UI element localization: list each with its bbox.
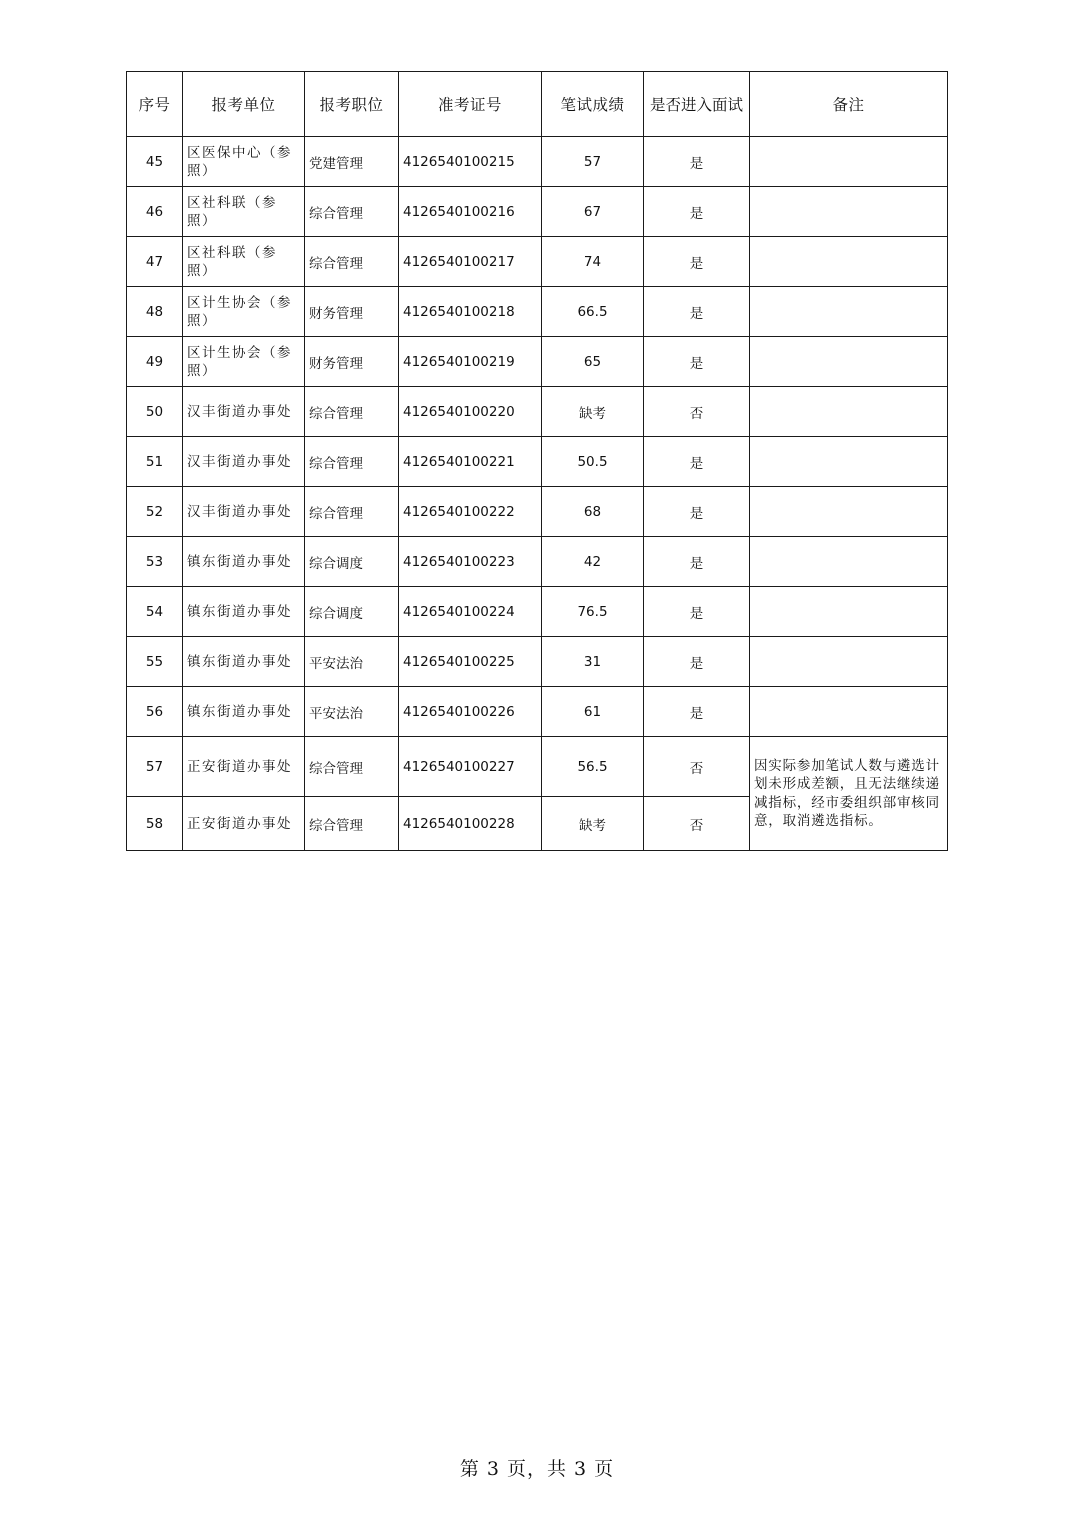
no-cell: 51 [127,437,183,487]
remark-cell: 因实际参加笔试人数与遴选计划未形成差额，且无法继续递减指标，经市委组织部审核同意，取消遴选指标。 [750,737,948,851]
no-cell: 48 [127,287,183,337]
interview-cell: 是 [644,337,750,387]
score-cell: 65 [542,337,644,387]
table-row [127,587,948,637]
position-cell: 综合管理 [305,797,399,851]
interview-cell: 是 [644,687,750,737]
unit-cell: 镇东街道办事处 [183,587,305,637]
header-cell: 报考职位 [305,72,399,137]
score-cell: 42 [542,537,644,587]
score-table [126,71,948,851]
ticket-cell: 4126540100220 [399,387,542,437]
remark-cell [750,387,948,437]
score-cell: 57 [542,137,644,187]
unit-cell: 镇东街道办事处 [183,537,305,587]
no-cell: 45 [127,137,183,187]
score-cell: 56.5 [542,737,644,797]
no-cell: 50 [127,387,183,437]
no-cell: 55 [127,637,183,687]
header-cell: 是否进入面试 [644,72,750,137]
no-cell: 57 [127,737,183,797]
ticket-cell: 4126540100223 [399,537,542,587]
interview-cell: 是 [644,487,750,537]
unit-cell: 区计生协会（参照） [183,287,305,337]
score-cell: 缺考 [542,387,644,437]
ticket-cell: 4126540100218 [399,287,542,337]
score-cell: 31 [542,637,644,687]
header-cell: 报考单位 [183,72,305,137]
interview-cell: 是 [644,537,750,587]
ticket-cell: 4126540100226 [399,687,542,737]
score-cell: 74 [542,237,644,287]
position-cell: 综合管理 [305,737,399,797]
table-row [127,237,948,287]
page-footer: 第 3 页，共 3 页 [459,1458,615,1480]
remark-cell [750,337,948,387]
position-cell: 综合管理 [305,437,399,487]
position-cell: 平安法治 [305,637,399,687]
no-cell: 52 [127,487,183,537]
table-row [127,687,948,737]
table-row [127,487,948,537]
no-cell: 46 [127,187,183,237]
no-cell: 53 [127,537,183,587]
score-cell: 67 [542,187,644,237]
header-cell: 序号 [127,72,183,137]
table-row [127,537,948,587]
table-row [127,637,948,687]
remark-cell [750,637,948,687]
interview-cell: 是 [644,237,750,287]
unit-cell: 区社科联（参照） [183,237,305,287]
unit-cell: 正安街道办事处 [183,737,305,797]
remark-cell [750,587,948,637]
score-cell: 66.5 [542,287,644,337]
position-cell: 综合调度 [305,587,399,637]
remark-cell [750,187,948,237]
ticket-cell: 4126540100222 [399,487,542,537]
unit-cell: 汉丰街道办事处 [183,437,305,487]
remark-cell [750,487,948,537]
no-cell: 47 [127,237,183,287]
interview-cell: 是 [644,587,750,637]
score-cell: 缺考 [542,797,644,851]
header-row [127,72,948,137]
no-cell: 56 [127,687,183,737]
interview-cell: 是 [644,137,750,187]
no-cell: 54 [127,587,183,637]
interview-cell: 是 [644,287,750,337]
position-cell: 财务管理 [305,287,399,337]
ticket-cell: 4126540100228 [399,797,542,851]
score-cell: 68 [542,487,644,537]
no-cell: 58 [127,797,183,851]
score-cell: 61 [542,687,644,737]
position-cell: 综合管理 [305,487,399,537]
interview-cell: 否 [644,387,750,437]
header-cell: 笔试成绩 [542,72,644,137]
ticket-cell: 4126540100225 [399,637,542,687]
position-cell: 综合调度 [305,537,399,587]
remark-cell [750,137,948,187]
table-row [127,387,948,437]
unit-cell: 区社科联（参照） [183,187,305,237]
position-cell: 综合管理 [305,387,399,437]
table-row [127,437,948,487]
ticket-cell: 4126540100224 [399,587,542,637]
remark-cell [750,437,948,487]
remark-cell [750,687,948,737]
score-cell: 50.5 [542,437,644,487]
remark-cell [750,537,948,587]
ticket-cell: 4126540100215 [399,137,542,187]
ticket-cell: 4126540100217 [399,237,542,287]
interview-cell: 否 [644,797,750,851]
position-cell: 平安法治 [305,687,399,737]
table-row [127,287,948,337]
unit-cell: 汉丰街道办事处 [183,387,305,437]
table-row [127,137,948,187]
score-cell: 76.5 [542,587,644,637]
interview-cell: 是 [644,637,750,687]
unit-cell: 正安街道办事处 [183,797,305,851]
position-cell: 财务管理 [305,337,399,387]
unit-cell: 区医保中心（参照） [183,137,305,187]
ticket-cell: 4126540100221 [399,437,542,487]
unit-cell: 汉丰街道办事处 [183,487,305,537]
position-cell: 综合管理 [305,187,399,237]
remark-cell [750,237,948,287]
unit-cell: 镇东街道办事处 [183,637,305,687]
unit-cell: 区计生协会（参照） [183,337,305,387]
interview-cell: 是 [644,437,750,487]
remark-cell [750,287,948,337]
table-body [127,137,948,851]
interview-cell: 是 [644,187,750,237]
no-cell: 49 [127,337,183,387]
ticket-cell: 4126540100227 [399,737,542,797]
position-cell: 党建管理 [305,137,399,187]
position-cell: 综合管理 [305,237,399,287]
ticket-cell: 4126540100219 [399,337,542,387]
table-row [127,737,948,797]
interview-cell: 否 [644,737,750,797]
unit-cell: 镇东街道办事处 [183,687,305,737]
header-cell: 准考证号 [399,72,542,137]
table-row [127,187,948,237]
header-cell: 备注 [750,72,948,137]
table-row [127,337,948,387]
ticket-cell: 4126540100216 [399,187,542,237]
